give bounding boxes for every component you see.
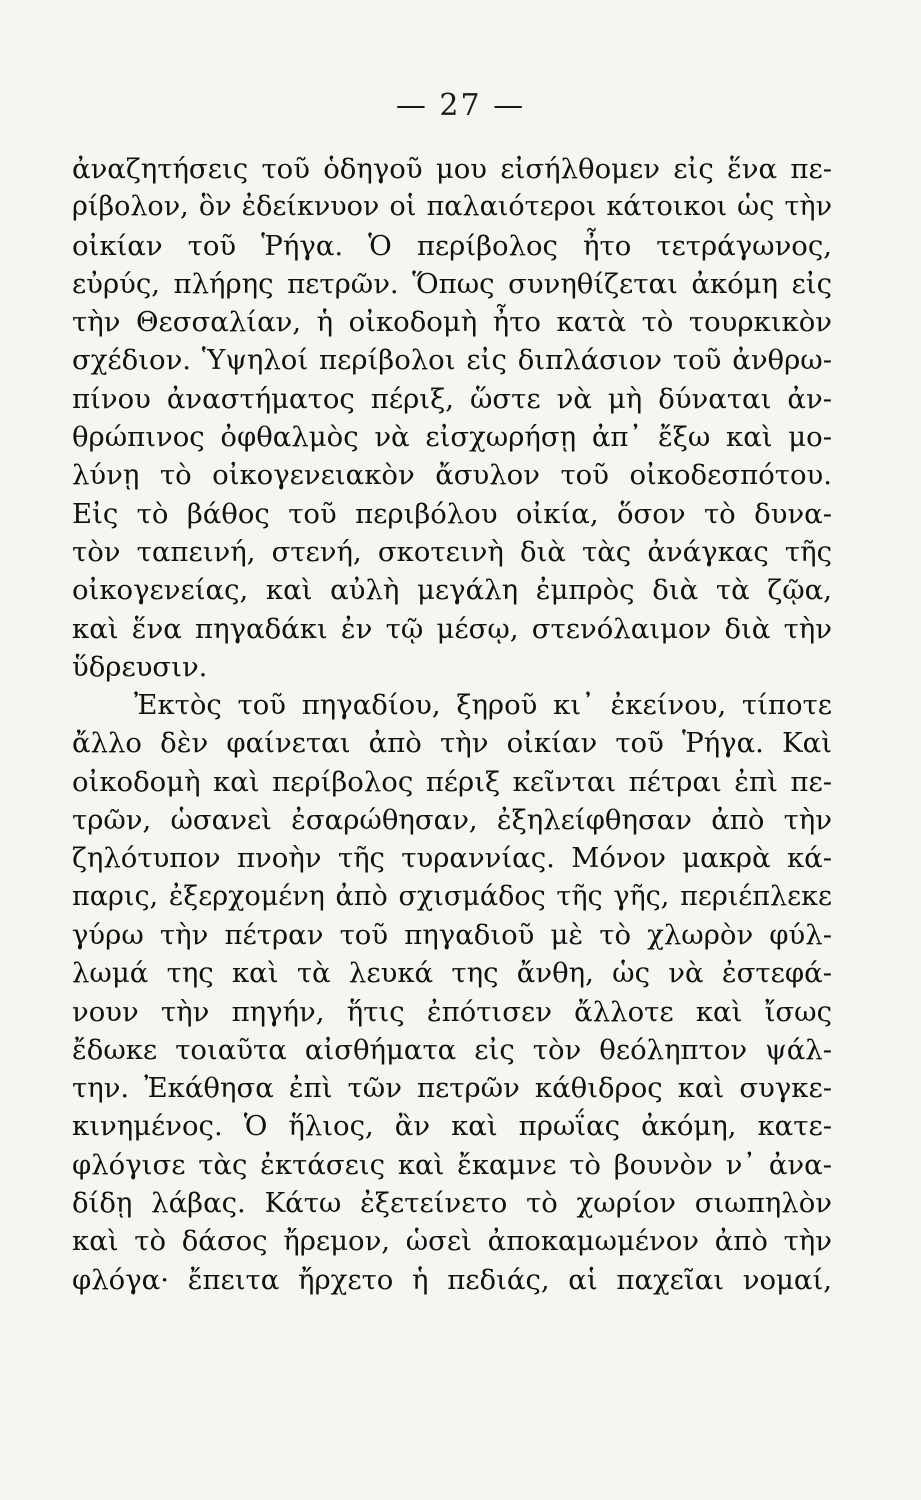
text-line: καὶ ἕνα πηγαδάκι ἐν τῷ μέσῳ, στενόλαιμον διὰ τὴν bbox=[72, 612, 832, 645]
text-line: πίνου ἀναστήματος πέριξ, ὥστε νὰ μὴ δύναται ἀν- bbox=[72, 382, 832, 415]
text-line: φλόγισε τὰς ἐκτάσεις καὶ ἔκαμνε τὸ βουνὸν ν᾽ ἀνα- bbox=[72, 1148, 832, 1181]
text-line: ὕδρευσιν. bbox=[72, 650, 208, 683]
text-line: λωμά της καὶ τὰ λευκά της ἄνθη, ὡς νὰ ἐστεφά- bbox=[72, 957, 832, 990]
text-line: παρις, ἐξερχομένη ἀπὸ σχισμάδος τῆς γῆς, περιέπλεκε bbox=[72, 880, 832, 912]
text-line: εὐρύς, πλήρης πετρῶν. Ὅπως συνηθίζεται ἀκόμη εἰς bbox=[72, 267, 832, 300]
text-line: ἄλλο δὲν φαίνεται ἀπὸ τὴν οἰκίαν τοῦ Ῥήγα. Καὶ bbox=[72, 727, 832, 760]
text-line: Ἐκτὸς τοῦ πηγαδίου, ξηροῦ κι᾽ ἐκείνου, τίποτε bbox=[134, 689, 832, 722]
text-line: φλόγα· ἔπειτα ἤρχετο ἡ πεδιάς, αἱ παχεῖαι νομαί, bbox=[72, 1263, 832, 1296]
text-line: κινημένος. Ὁ ἥλιος, ἂν καὶ πρωΐας ἀκόμη, κατε- bbox=[72, 1110, 832, 1143]
text-line: ρίβολον, ὃν ἐδείκνυον οἱ παλαιότεροι κάτοικοι ὡς τὴν bbox=[72, 191, 832, 223]
text-line: οἰκοδομὴ καὶ περίβολος πέριξ κεῖνται πέτραι ἐπὶ πε- bbox=[72, 765, 832, 798]
text-line: τρῶν, ὡσανεὶ ἐσαρώθησαν, ἐξηλείφθησαν ἀπὸ τὴν bbox=[72, 804, 832, 837]
text-line: τὸν ταπεινή, στενή, σκοτεινὴ διὰ τὰς ἀνάγκας τῆς bbox=[72, 535, 832, 568]
text-line: λύνῃ τὸ οἰκογενειακὸν ἄσυλον τοῦ οἰκοδεσπότου. bbox=[72, 459, 832, 492]
text-line: καὶ τὸ δάσος ἤρεμον, ὡσεὶ ἀποκαμωμένον ἀπὸ τὴν bbox=[72, 1225, 832, 1258]
text-line: σχέδιον. Ὑψηλοί περίβολοι εἰς διπλάσιον τοῦ ἀνθρω- bbox=[72, 344, 832, 377]
text-line: την. Ἐκάθησα ἐπὶ τῶν πετρῶν κάθιδρος καὶ συγκε- bbox=[72, 1072, 832, 1105]
text-line: γύρω τὴν πέτραν τοῦ πηγαδιοῦ μὲ τὸ χλωρὸν φύλ- bbox=[72, 918, 832, 951]
text-line: θρώπινος ὀφθαλμὸς νὰ εἰσχωρήσῃ ἀπ᾽ ἔξω καὶ μο- bbox=[72, 421, 832, 454]
text-line: Εἰς τὸ βάθος τοῦ περιβόλου οἰκία, ὅσον τὸ δυνα- bbox=[72, 497, 832, 530]
text-line: ἔδωκε τοιαῦτα αἰσθήματα εἰς τὸν θεόληπτον ψάλ- bbox=[72, 1033, 832, 1066]
text-line: οἰκίαν τοῦ Ῥήγα. Ὁ περίβολος ἦτο τετράγωνος, bbox=[72, 229, 832, 262]
text-line: δίδῃ λάβας. Κάτω ἐξετείνετο τὸ χωρίον σιωπηλὸν bbox=[72, 1187, 832, 1220]
text-line: τὴν Θεσσαλίαν, ἡ οἰκοδομὴ ἦτο κατὰ τὸ τουρκικὸν bbox=[72, 306, 832, 339]
text-line: ζηλότυπον πνοὴν τῆς τυραννίας. Μόνον μακρὰ κά- bbox=[72, 842, 832, 875]
text-line: ἀναζητήσεις τοῦ ὁδηγοῦ μου εἰσήλθομεν εἰς ἕνα πε- bbox=[72, 153, 832, 185]
text-line: νουν τὴν πηγήν, ἥτις ἐπότισεν ἄλλοτε καὶ ἴσως bbox=[72, 995, 832, 1028]
body-text bbox=[72, 150, 832, 1299]
page-number: — 27 — bbox=[395, 88, 526, 123]
text-line: οἰκογενείας, καὶ αὐλὴ μεγάλη ἐμπρὸς διὰ τὰ ζῷα, bbox=[72, 574, 832, 607]
